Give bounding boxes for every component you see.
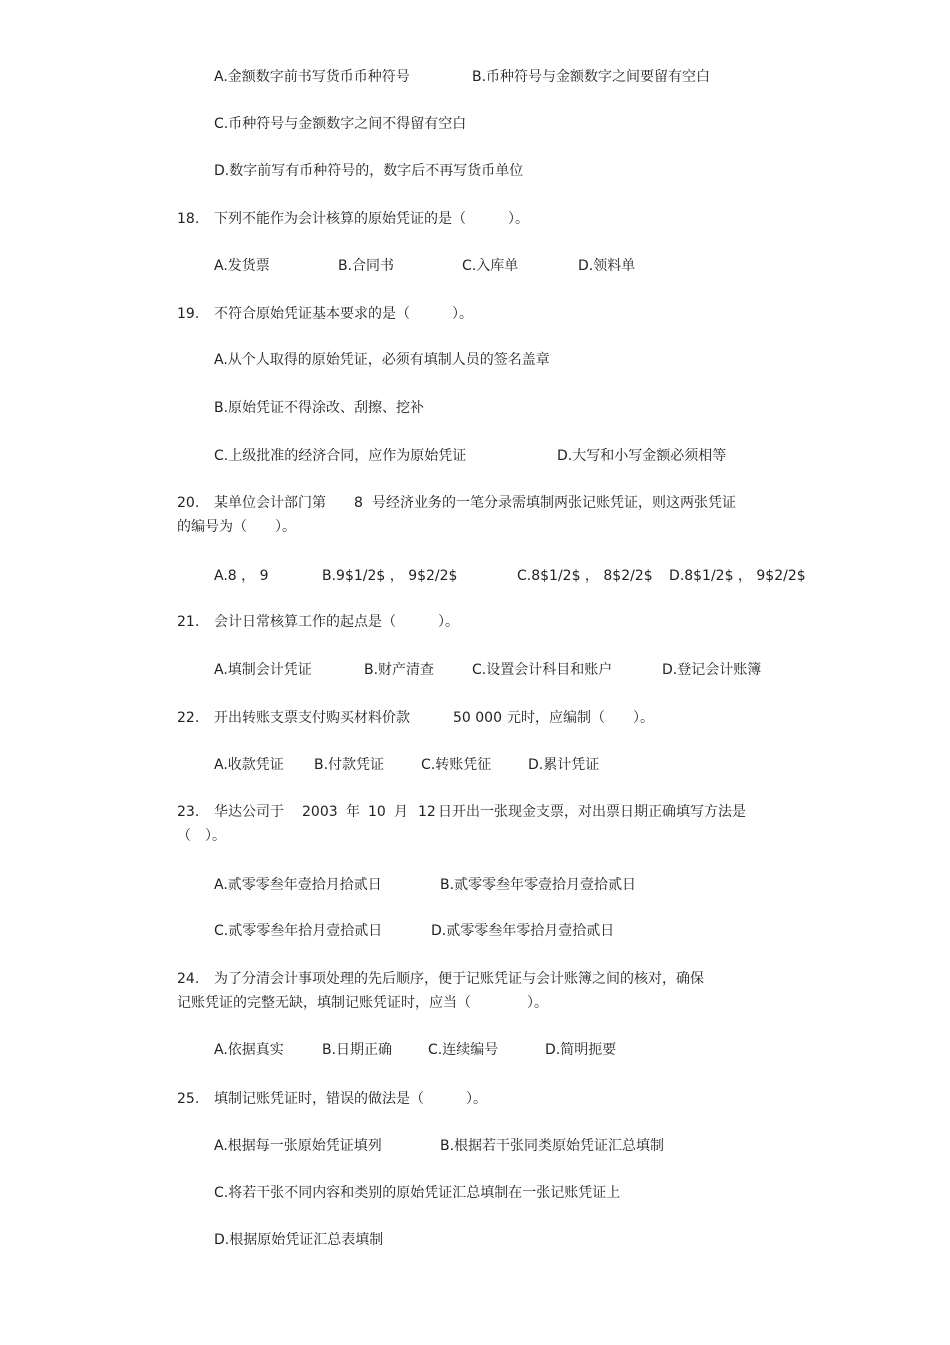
question-text: 日开出一张现金支票，对出票日期正确填写方法是 <box>438 804 746 820</box>
q17-option-d: D.数字前写有币种符号的，数字后不再写货币单位 <box>214 163 524 179</box>
question-number: 23. <box>177 804 200 820</box>
q17-option-b: B.币种符号与金额数字之间要留有空白 <box>472 69 711 85</box>
question-text-month: 10 <box>368 804 386 820</box>
q23-option-b: B.贰零零叁年零壹拾月壹拾贰日 <box>440 877 637 893</box>
question-text: 为了分清会计事项处理的先后顺序，便于记账凭证与会计账簿之间的核对，确保 <box>214 971 704 987</box>
q22-option-a: A.收款凭证 <box>214 757 284 773</box>
q23-stem-line-2: （ ）。 <box>177 828 226 844</box>
q24-option-b: B.日期正确 <box>322 1042 393 1058</box>
question-text-number: 8 <box>354 495 363 511</box>
q24-option-c: C.连续编号 <box>428 1042 499 1058</box>
question-number: 21. <box>177 614 200 630</box>
question-text: 会计日常核算工作的起点是（ ）。 <box>214 614 459 630</box>
q17-option-c: C.币种符号与金额数字之间不得留有空白 <box>214 116 467 132</box>
q17-option-a: A.金额数字前书写货币币种符号 <box>214 69 410 85</box>
q25-option-d: D.根据原始凭证汇总表填制 <box>214 1232 384 1248</box>
q21-option-d: D.登记会计账簿 <box>662 662 762 678</box>
q25-option-b: B.根据若干张同类原始凭证汇总填制 <box>440 1138 665 1154</box>
q18-option-d: D.领料单 <box>578 258 636 274</box>
q21-option-a: A.填制会计凭证 <box>214 662 312 678</box>
question-text: 华达公司于 <box>214 804 284 820</box>
q25-option-c: C.将若干张不同内容和类别的原始凭证汇总填制在一张记账凭证上 <box>214 1185 621 1201</box>
q19-option-d: D.大写和小写金额必须相等 <box>557 448 727 464</box>
q21-option-c: C.设置会计科目和账户 <box>472 662 613 678</box>
question-number: 19. <box>177 306 200 322</box>
q18-option-c: C.入库单 <box>462 258 519 274</box>
q24-option-a: A.依据真实 <box>214 1042 284 1058</box>
q22-option-b: B.付款凭证 <box>314 757 385 773</box>
q20-option-a: A.8 ， 9 <box>214 568 269 584</box>
q24-option-d: D.简明扼要 <box>545 1042 617 1058</box>
question-text: 元时，应编制（ ）。 <box>507 710 654 726</box>
question-text-year: 2003 <box>302 804 338 820</box>
question-text: 开出转账支票支付购买材料价款 <box>214 710 410 726</box>
question-text: 填制记账凭证时，错误的做法是（ ）。 <box>214 1091 487 1107</box>
question-text: 年 <box>346 804 360 820</box>
q24-stem-line-2: 记账凭证的完整无缺，填制记账凭证时，应当（ ）。 <box>177 995 548 1011</box>
question-text: 某单位会计部门第 <box>214 495 326 511</box>
question-text: 号经济业务的一笔分录需填制两张记账凭证，则这两张凭证 <box>372 495 736 511</box>
q20-option-c: C.8$1/2$ ， 8$2/2$ <box>517 568 653 584</box>
question-text: 不符合原始凭证基本要求的是（ ）。 <box>214 306 473 322</box>
q18-option-b: B.合同书 <box>338 258 395 274</box>
question-text: 月 <box>394 804 408 820</box>
q21-option-b: B.财产清查 <box>364 662 435 678</box>
q23-option-d: D.贰零零叁年零拾月壹拾贰日 <box>431 923 615 939</box>
question-number: 20. <box>177 495 200 511</box>
q20-option-b: B.9$1/2$ ， 9$2/2$ <box>322 568 458 584</box>
q18-option-a: A.发货票 <box>214 258 270 274</box>
q20-option-d: D.8$1/2$ ， 9$2/2$ <box>669 568 806 584</box>
q23-option-a: A.贰零零叁年壹拾月拾贰日 <box>214 877 382 893</box>
question-number: 25. <box>177 1091 200 1107</box>
question-text-amount: 50 000 <box>453 710 502 726</box>
question-text-day: 12 <box>418 804 436 820</box>
question-number: 22. <box>177 710 200 726</box>
question-number: 24. <box>177 971 200 987</box>
q23-option-c: C.贰零零叁年拾月壹拾贰日 <box>214 923 383 939</box>
q20-stem-line-2: 的编号为（ ）。 <box>177 519 296 535</box>
q22-option-d: D.累计凭证 <box>528 757 600 773</box>
question-number: 18. <box>177 211 200 227</box>
q22-option-c: C.转账凭征 <box>421 757 492 773</box>
q25-option-a: A.根据每一张原始凭证填列 <box>214 1138 382 1154</box>
q19-option-a: A.从个人取得的原始凭证，必须有填制人员的签名盖章 <box>214 352 550 368</box>
q19-option-c: C.上级批准的经济合同，应作为原始凭证 <box>214 448 467 464</box>
question-text: 下列不能作为会计核算的原始凭证的是（ ）。 <box>214 211 529 227</box>
q19-option-b: B.原始凭证不得涂改、刮擦、挖补 <box>214 400 425 416</box>
